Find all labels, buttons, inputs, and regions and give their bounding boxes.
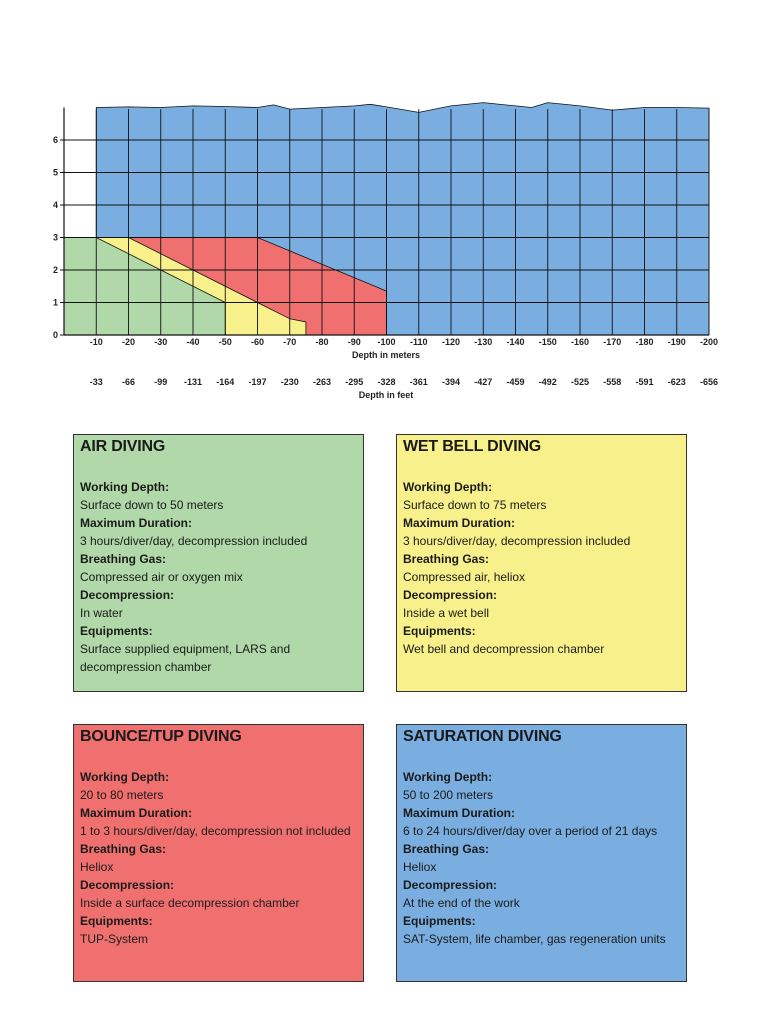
working-depth-label: Working Depth: (80, 480, 170, 494)
x-tick-label-feet: -230 (280, 377, 299, 387)
x-tick-label-meters: -150 (538, 337, 557, 347)
y-tick-label: 5 (52, 167, 58, 178)
breathing-gas-value: Compressed air, heliox (403, 570, 526, 584)
working-depth-label: Working Depth: (403, 480, 493, 494)
decompression-value: Inside a wet bell (403, 606, 490, 620)
breathing-gas-value: Heliox (403, 860, 437, 874)
x-tick-label-feet: -361 (409, 377, 428, 387)
card-title: AIR DIVING (80, 438, 166, 455)
x-tick-label-feet: -131 (183, 377, 203, 387)
x-tick-label-meters: -190 (667, 337, 686, 347)
x-tick-label-meters: -140 (506, 337, 525, 347)
max-duration-label: Maximum Duration: (80, 806, 193, 820)
x-tick-label-feet: -427 (474, 377, 493, 387)
x-tick-label-meters: -30 (154, 337, 168, 347)
x-tick-label-meters: -180 (635, 337, 654, 347)
x-tick-label-meters: -70 (283, 337, 297, 347)
decompression-label: Decompression: (403, 878, 498, 892)
equipments-label: Equipments: (403, 624, 476, 638)
decompression-value: In water (80, 606, 123, 620)
x-tick-label-meters: -50 (218, 337, 232, 347)
working-depth-label: Working Depth: (403, 770, 493, 784)
x-axis-title-feet: Depth in feet (358, 390, 414, 400)
working-depth-value: Surface down to 75 meters (403, 498, 547, 512)
x-tick-label-feet: -33 (89, 377, 103, 387)
chart-grid (64, 109, 709, 335)
x-tick-label-feet: -66 (121, 377, 136, 387)
x-tick-label-meters: -40 (186, 337, 200, 347)
max-duration-label: Maximum Duration: (403, 806, 516, 820)
breathing-gas-label: Breathing Gas: (80, 842, 167, 856)
x-tick-label-meters: -120 (441, 337, 461, 347)
x-tick-label-feet: -394 (441, 377, 461, 387)
decompression-label: Decompression: (80, 588, 175, 602)
max-duration-label: Maximum Duration: (80, 516, 193, 530)
breathing-gas-label: Breathing Gas: (80, 552, 167, 566)
max-duration-value: 3 hours/diver/day, decompression included (80, 534, 308, 548)
working-depth-label: Working Depth: (80, 770, 170, 784)
x-tick-label-feet: -295 (345, 377, 364, 387)
max-duration-label: Maximum Duration: (403, 516, 516, 530)
x-tick-label-feet: -164 (216, 377, 235, 387)
x-tick-label-feet: -263 (312, 377, 332, 387)
wet-bell-diving-card (396, 434, 687, 692)
max-duration-value: 3 hours/diver/day, decompression included (403, 534, 631, 548)
x-tick-label-meters: -60 (250, 337, 265, 347)
x-tick-label-meters: -100 (377, 337, 396, 347)
x-tick-label-meters: -160 (570, 337, 590, 347)
breathing-gas-label: Breathing Gas: (403, 842, 490, 856)
x-axis-title-meters: Depth in meters (351, 350, 421, 360)
breathing-gas-value: Heliox (80, 860, 114, 874)
y-tick-label: 0 (52, 330, 58, 340)
air-diving-card (73, 434, 364, 692)
x-tick-label-feet: -623 (667, 377, 686, 387)
y-tick-label: 6 (52, 135, 58, 145)
diving-depth-chart (0, 0, 768, 410)
decompression-value: Inside a surface decompression chamber (80, 896, 300, 910)
decompression-label: Decompression: (80, 878, 175, 892)
max-duration-value: 6 to 24 hours/diver/day over a period of 21 days (403, 824, 658, 838)
x-tick-label-feet: -558 (603, 377, 622, 387)
equipments-value: Wet bell and decompression chamber (403, 642, 605, 656)
x-tick-label-feet: -197 (248, 377, 267, 387)
max-duration-value: 1 to 3 hours/diver/day, decompression not included (80, 824, 351, 838)
x-tick-label-meters: -10 (89, 337, 103, 347)
x-tick-label-meters: -80 (315, 337, 329, 347)
x-tick-label-feet: -459 (506, 377, 525, 387)
working-depth-value: Surface down to 50 meters (80, 498, 224, 512)
y-tick-label: 1 (52, 297, 58, 308)
card-title: SATURATION DIVING (403, 728, 562, 745)
equipments-label: Equipments: (80, 914, 153, 928)
card-title: WET BELL DIVING (403, 438, 542, 455)
x-tick-label-meters: -170 (603, 337, 622, 347)
decompression-label: Decompression: (403, 588, 498, 602)
x-tick-label-meters: -20 (121, 337, 136, 347)
working-depth-value: 50 to 200 meters (403, 788, 494, 802)
equipments-label: Equipments: (403, 914, 476, 928)
x-tick-label-meters: -200 (699, 337, 719, 347)
equipments-value: Surface supplied equipment, LARS and decompression chamber (80, 642, 291, 674)
breathing-gas-value: Compressed air or oxygen mix (80, 570, 243, 584)
bounce-tup-diving-card (73, 724, 364, 982)
y-tick-label: 4 (52, 200, 58, 210)
equipments-value: TUP-System (80, 932, 149, 946)
y-tick-label: 3 (52, 232, 58, 243)
x-tick-label-feet: -591 (635, 377, 654, 387)
saturation-diving-card (396, 724, 687, 982)
y-tick-label: 2 (52, 265, 58, 275)
equipments-label: Equipments: (80, 624, 153, 638)
x-tick-label-feet: -492 (538, 377, 557, 387)
breathing-gas-label: Breathing Gas: (403, 552, 490, 566)
x-tick-label-feet: -525 (570, 377, 590, 387)
x-tick-label-feet: -656 (699, 377, 719, 387)
card-title: BOUNCE/TUP DIVING (80, 728, 242, 745)
x-tick-label-meters: -130 (474, 337, 493, 347)
x-tick-label-feet: -328 (377, 377, 396, 387)
x-tick-label-feet: -99 (154, 377, 168, 387)
x-tick-label-meters: -110 (409, 337, 428, 347)
working-depth-value: 20 to 80 meters (80, 788, 164, 802)
equipments-value: SAT-System, life chamber, gas regeneration units (403, 932, 666, 946)
decompression-value: At the end of the work (403, 896, 520, 910)
x-tick-label-meters: -90 (347, 337, 361, 347)
